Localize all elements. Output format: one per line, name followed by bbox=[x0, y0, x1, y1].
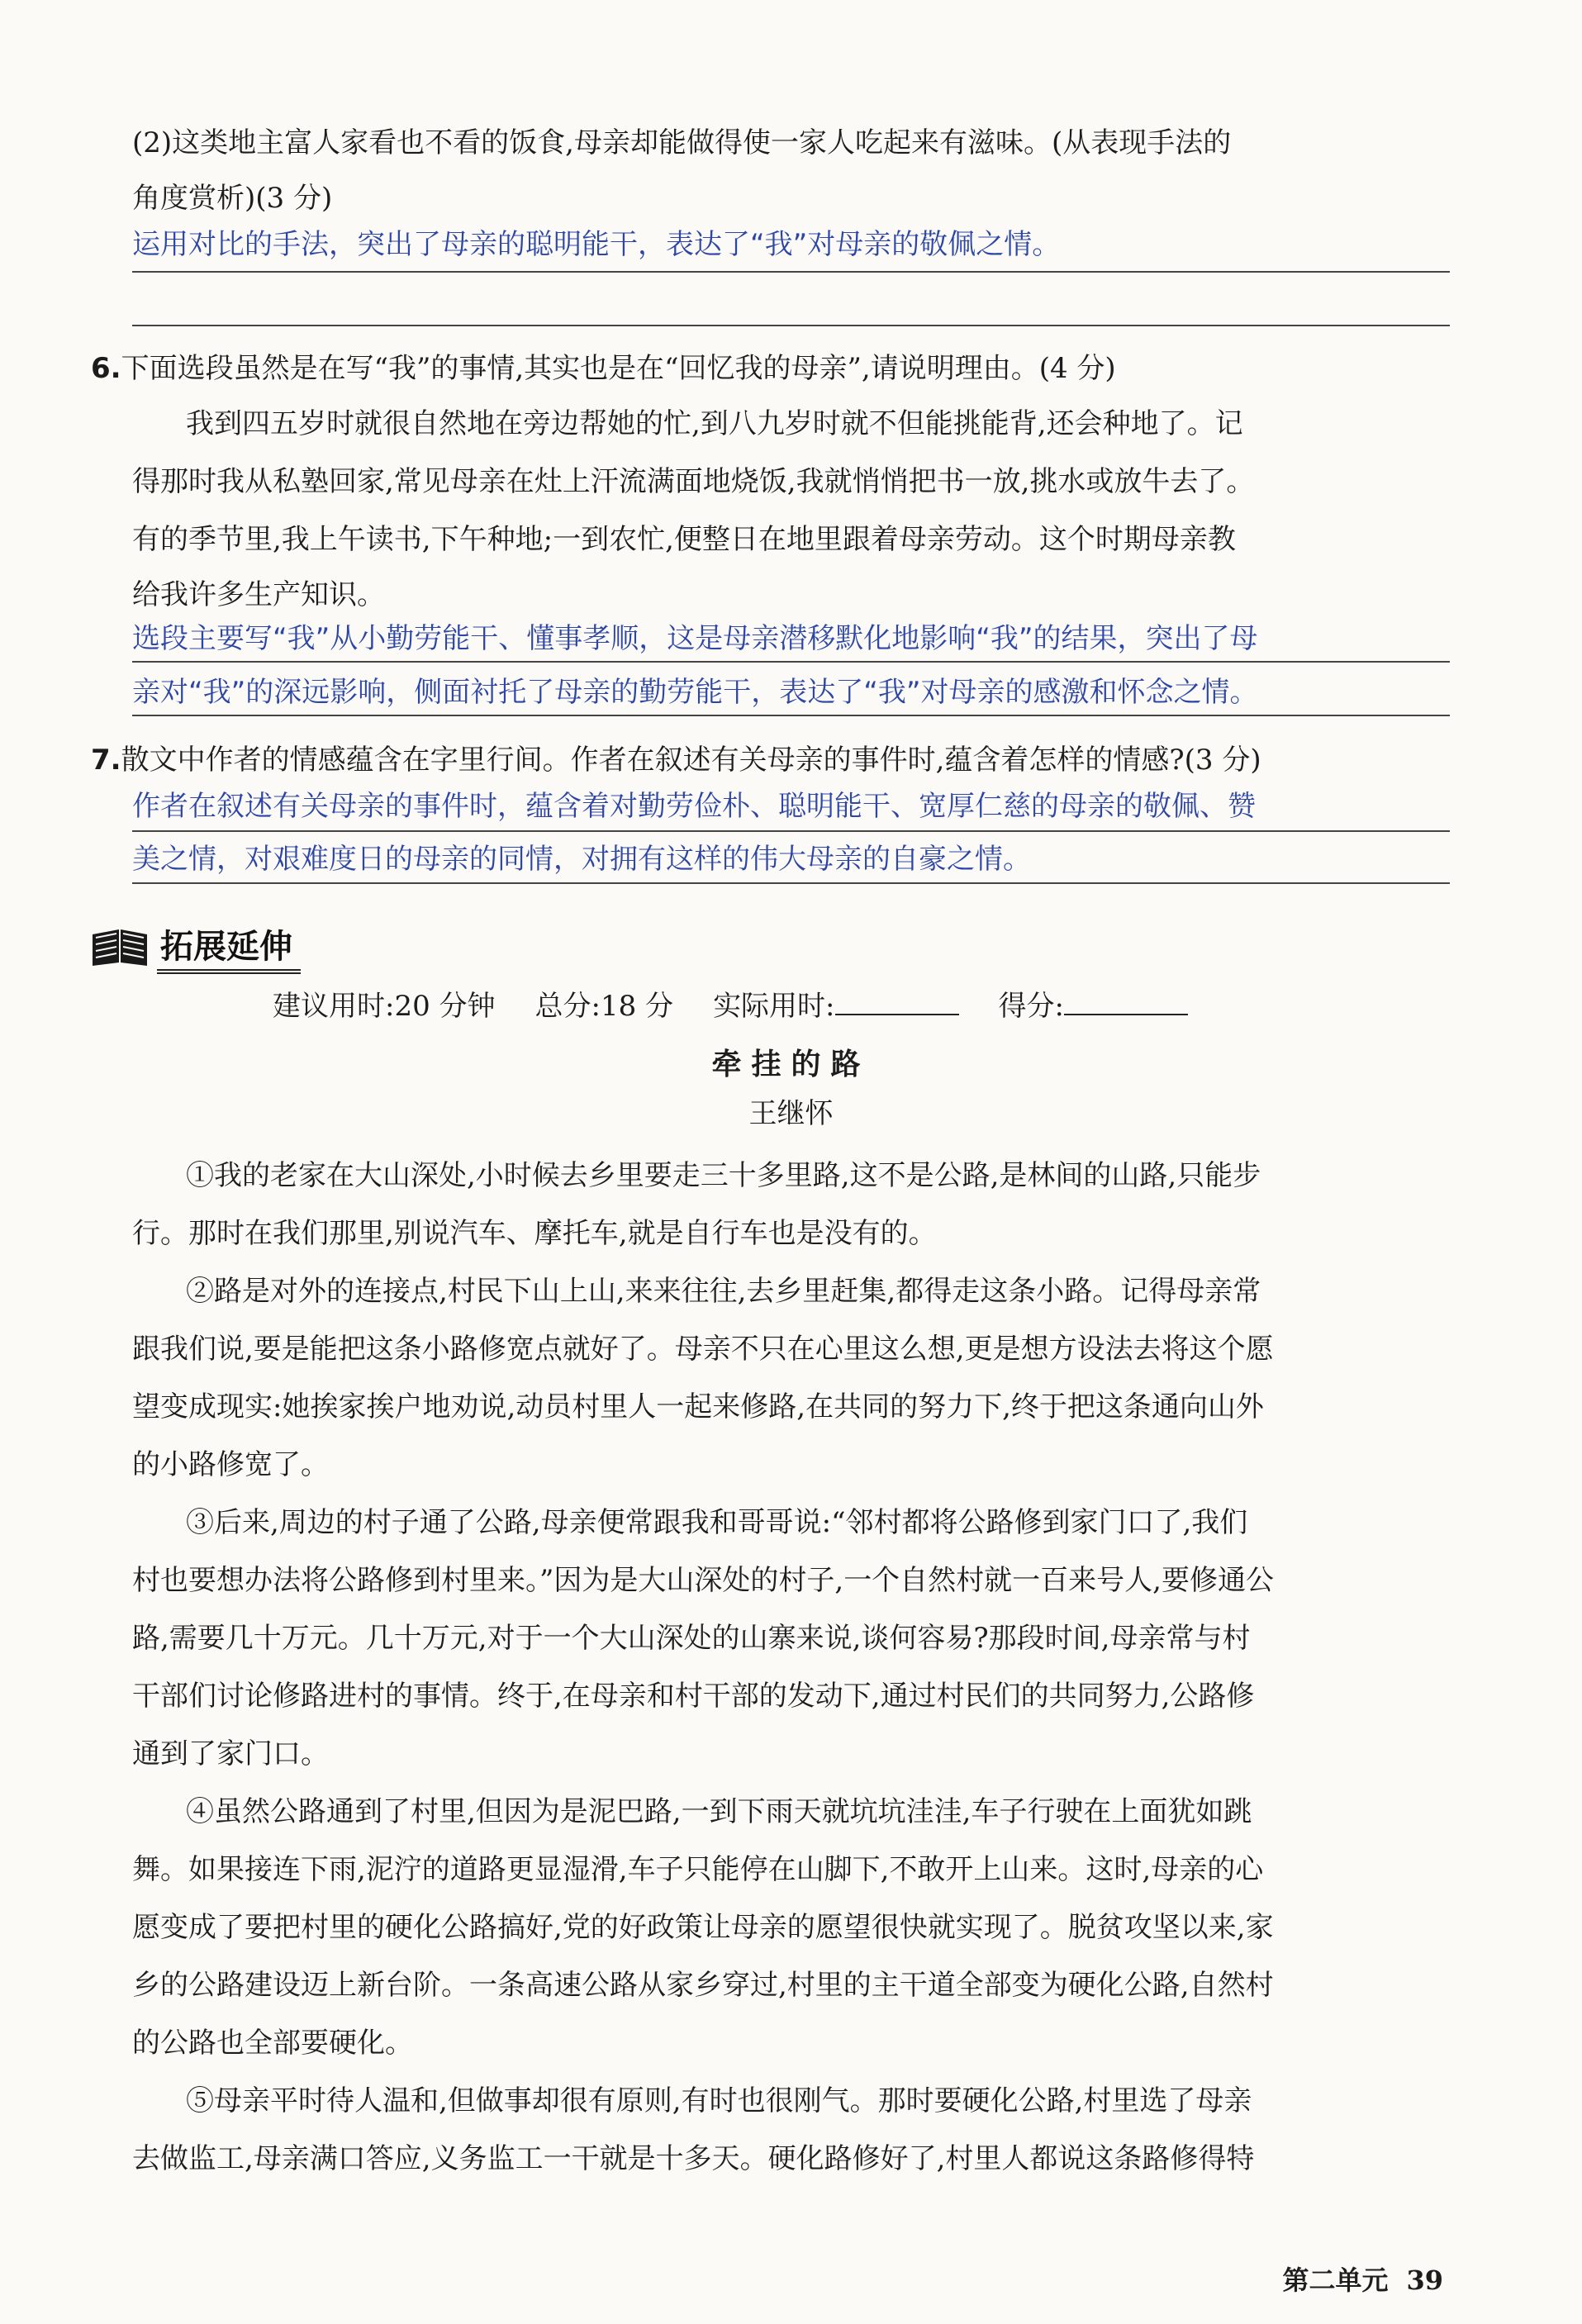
q7-question-text: 散文中作者的情感蕴含在字里行间。作者在叙述有关母亲的事件时,蕴含着怎样的情感?(3 分) bbox=[121, 744, 1261, 777]
article-line: 的小路修宽了。 bbox=[132, 1448, 329, 1481]
q7-number: 7. bbox=[91, 744, 121, 777]
actual-time-blank bbox=[835, 989, 959, 1015]
article-line: 去做监工,母亲满口答应,义务监工一干就是十多天。硬化路修好了,村里人都说这条路修得特 bbox=[132, 2142, 1255, 2175]
article-line: ⑤母亲平时待人温和,但做事却很有原则,有时也很刚气。那时要硬化公路,村里选了母亲 bbox=[186, 2084, 1252, 2117]
article-line: 愿变成了要把村里的硬化公路搞好,党的好政策让母亲的愿望很快就实现了。脱贫攻坚以来,家 bbox=[132, 1911, 1274, 1944]
q6-question bbox=[91, 345, 1446, 386]
article-line: 行。那时在我们那里,别说汽车、摩托车,就是自行车也是没有的。 bbox=[132, 1217, 937, 1250]
article-author: 王继怀 bbox=[748, 1097, 834, 1130]
q7-answer-line: 作者在叙述有关母亲的事件时，蕴含着对勤劳俭朴、聪明能干、宽厚仁慈的母亲的敬佩、赞 bbox=[132, 790, 1256, 823]
total-score: 总分:18 分 bbox=[534, 990, 674, 1023]
q6-answer-line: 选段主要写“我”从小勤劳能干、懂事孝顺，这是母亲潜移默化地影响“我”的结果，突出了母 bbox=[132, 622, 1258, 655]
score-label: 得分: bbox=[998, 990, 1064, 1023]
article-line: 跟我们说,要是能把这条小路修宽点就好了。母亲不只在心里这么想,更是想方设法去将这个愿 bbox=[132, 1333, 1274, 1366]
q7-answer-line: 美之情，对艰难度日的母亲的同情，对拥有这样的伟大母亲的自豪之情。 bbox=[132, 843, 1031, 876]
article-line: ①我的老家在大山深处,小时候去乡里要走三十多里路,这不是公路,是林间的山路,只能步 bbox=[186, 1159, 1261, 1192]
page-footer bbox=[1282, 2260, 1443, 2298]
answer-rule bbox=[132, 271, 1450, 273]
answer-rule bbox=[132, 661, 1450, 663]
q6-passage-line: 有的季节里,我上午读书,下午种地;一到农忙,便整日在地里跟着母亲劳动。这个时期母亲教 bbox=[132, 523, 1236, 556]
score-blank bbox=[1064, 989, 1188, 1015]
article-line: 路,需要几十万元。几十万元,对于一个大山深处的山寨来说,谈何容易?那段时间,母亲常与村 bbox=[132, 1622, 1251, 1655]
section-heading bbox=[89, 921, 301, 972]
answer-rule bbox=[132, 882, 1450, 884]
article-line: 望变成现实:她挨家挨户地劝说,动员村里人一起来修路,在共同的努力下,终于把这条通向山外 bbox=[132, 1390, 1264, 1423]
q5-2-question-line1: (2)这类地主富人家看也不看的饭食,母亲却能做得使一家人吃起来有滋味。(从表现手法的 bbox=[132, 126, 1232, 159]
article-title: 牵挂的路 bbox=[711, 1048, 871, 1081]
actual-time-label: 实际用时: bbox=[713, 990, 835, 1023]
article-line: 乡的公路建设迈上新台阶。一条高速公路从家乡穿过,村里的主干道全部变为硬化公路,自然村 bbox=[132, 1969, 1274, 2002]
page-number: 39 bbox=[1406, 2265, 1443, 2296]
book-icon bbox=[89, 926, 150, 967]
article-line: ④虽然公路通到了村里,但因为是泥巴路,一到下雨天就坑坑洼洼,车子行驶在上面犹如跳 bbox=[186, 1795, 1252, 1828]
article-line: ③后来,周边的村子通了公路,母亲便常跟我和哥哥说:“邻村都将公路修到家门口了,我们 bbox=[186, 1506, 1248, 1539]
q5-2-answer: 运用对比的手法，突出了母亲的聪明能干，表达了“我”对母亲的敬佩之情。 bbox=[132, 228, 1061, 261]
article-line: 村也要想办法将公路修到村里来。”因为是大山深处的村子,一个自然村就一百来号人,要修通公 bbox=[132, 1564, 1274, 1597]
article-line: 的公路也全部要硬化。 bbox=[132, 2027, 413, 2060]
article-line: 舞。如果接连下雨,泥泞的道路更显湿滑,车子只能停在山脚下,不敢开上山来。这时,母亲的心 bbox=[132, 1853, 1264, 1886]
q6-passage-line: 我到四五岁时就很自然地在旁边帮她的忙,到八九岁时就不但能挑能背,还会种地了。记 bbox=[186, 407, 1243, 440]
q6-number: 6. bbox=[91, 352, 121, 385]
section-title: 拓展延伸 bbox=[157, 920, 301, 974]
suggested-time: 建议用时:20 分钟 bbox=[273, 990, 496, 1023]
q6-passage-line: 得那时我从私塾回家,常见母亲在灶上汗流满面地烧饭,我就悄悄把书一放,挑水或放牛去了。 bbox=[132, 465, 1255, 498]
unit-label: 第二单元 bbox=[1282, 2265, 1389, 2296]
answer-rule bbox=[132, 715, 1450, 716]
q7-question bbox=[91, 737, 1446, 777]
answer-rule bbox=[132, 830, 1450, 832]
article-line: ②路是对外的连接点,村民下山上山,来来往往,去乡里赶集,都得走这条小路。记得母亲常 bbox=[186, 1275, 1261, 1308]
exercise-meta bbox=[273, 983, 1188, 1024]
article-line: 干部们讨论修路进村的事情。终于,在母亲和村干部的发动下,通过村民们的共同努力,公路修 bbox=[132, 1680, 1255, 1713]
q6-question-text: 下面选段虽然是在写“我”的事情,其实也是在“回忆我的母亲”,请说明理由。(4 分) bbox=[121, 352, 1116, 385]
q6-answer-line: 亲对“我”的深远影响，侧面衬托了母亲的勤劳能干，表达了“我”对母亲的感激和怀念之情。 bbox=[132, 676, 1258, 709]
q6-passage-line: 给我许多生产知识。 bbox=[132, 578, 385, 611]
article-line: 通到了家门口。 bbox=[132, 1737, 329, 1770]
q5-2-question-line2: 角度赏析)(3 分) bbox=[132, 182, 333, 215]
answer-rule bbox=[132, 325, 1450, 326]
